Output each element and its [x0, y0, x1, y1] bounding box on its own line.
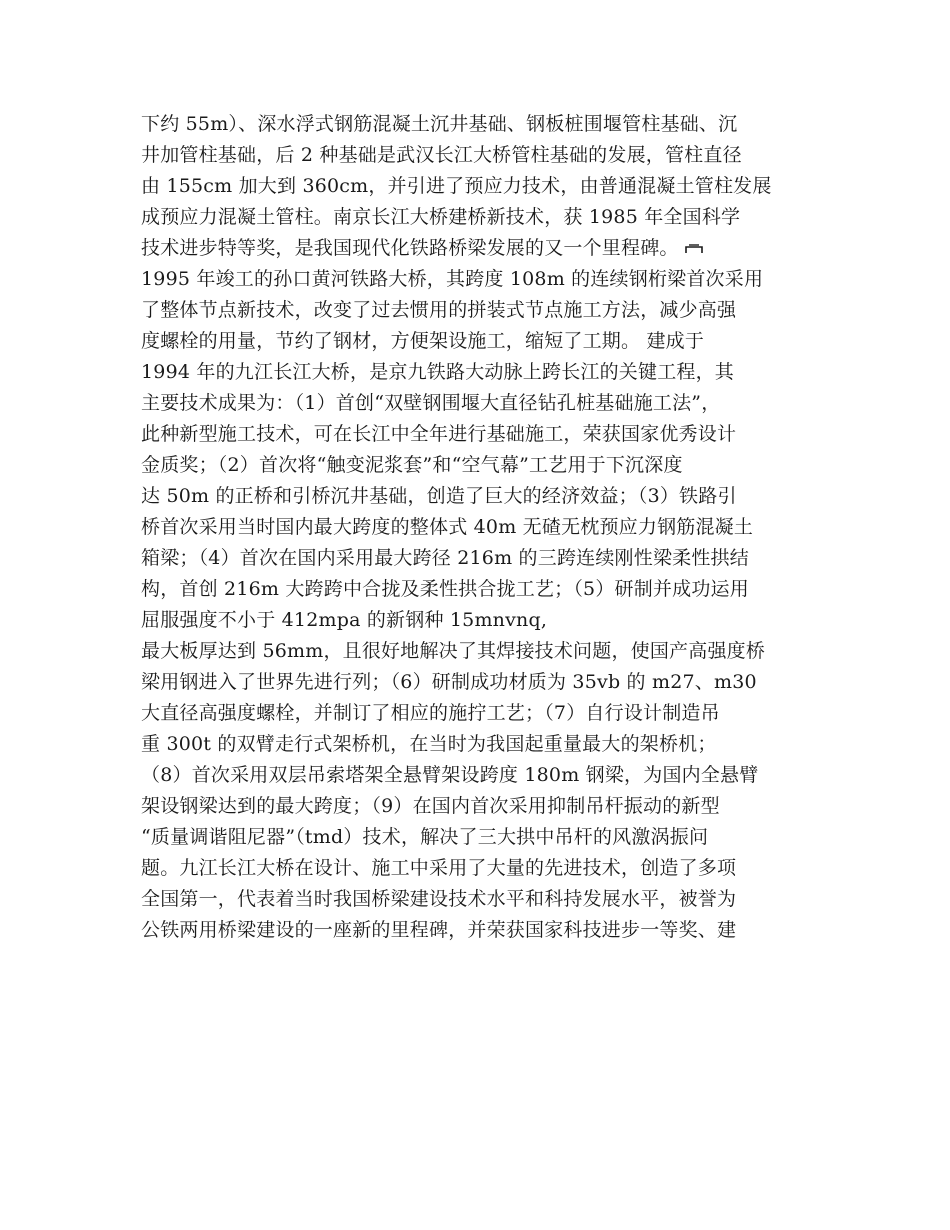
text-line-with-mark [141, 233, 841, 264]
text-line: 井加管柱基础，后 2 种基础是武汉长江大桥管柱基础的发展，管柱直径 [141, 144, 742, 166]
text-line: “质量调谐阻尼器”（tmd）技术，解决了三大拱中吊杆的风激涡振问 [141, 826, 709, 848]
paragraph-mark-icon [685, 244, 703, 254]
text-line: 架设钢梁达到的最大跨度；（9）在国内首次采用抑制吊杆振动的新型 [141, 795, 720, 817]
text-line: 1994 年的九江长江大桥，是京九铁路大动脉上跨长江的关键工程，其 [141, 361, 734, 383]
text-line: 下约 55m）、深水浮式钢筋混凝土沉井基础、钢板桩围堰管柱基础、沉 [141, 113, 738, 135]
text-line: 桥首次采用当时国内最大跨度的整体式 40m 无碴无枕预应力钢筋混凝土 [141, 516, 754, 538]
text-line: 由 155cm 加大到 360cm，并引进了预应力技术，由普通混凝土管柱发展 [141, 175, 772, 197]
body-text [141, 109, 841, 946]
text-line: 箱梁；（4）首次在国内采用最大跨径 216m 的三跨连续刚性梁柔性拱结 [141, 547, 749, 569]
text-line: 构，首创 216m 大跨跨中合拢及柔性拱合拢工艺；（5）研制并成功运用 [141, 578, 749, 600]
text-line: 了整体节点新技术，改变了过去惯用的拼装式节点施工方法，减少高强 [141, 299, 737, 321]
text-line: 重 300t 的双臂走行式架桥机，在当时为我国起重量最大的架桥机； [141, 733, 717, 755]
text-line: 度螺栓的用量，节约了钢材，方便架设施工，缩短了工期。 建成于 [141, 330, 705, 352]
text-line: 达 50m 的正桥和引桥沉井基础，创造了巨大的经济效益；（3）铁路引 [141, 485, 737, 507]
text-line: 大直径高强度螺栓，并制订了相应的施拧工艺；（7）自行设计制造吊 [141, 702, 720, 724]
text-line: 技术进步特等奖，是我国现代化铁路桥梁发展的又一个里程碑。 [141, 237, 679, 259]
text-line: （8）首次采用双层吊索塔架全悬臂架设跨度 180m 钢梁，为国内全悬臂 [141, 764, 759, 786]
text-line: 全国第一，代表着当时我国桥梁建设技术水平和科持发展水平，被誉为 [141, 888, 737, 910]
text-line: 成预应力混凝土管柱。南京长江大桥建桥新技术，获 1985 年全国科学 [141, 206, 741, 228]
text-line: 1995 年竣工的孙口黄河铁路大桥，其跨度 108m 的连续钢桁梁首次采用 [141, 268, 764, 290]
text-line: 题。九江长江大桥在设计、施工中采用了大量的先进技术，创造了多项 [141, 857, 737, 879]
text-line: 梁用钢进入了世界先进行列；（6）研制成功材质为 35vb 的 m27、m30 [141, 671, 757, 693]
text-line: 金质奖；（2）首次将“触变泥浆套”和“空气幕”工艺用于下沉深度 [141, 454, 683, 476]
text-line: 主要技术成果为：（1）首创“双壁钢围堰大直径钻孔桩基础施工法”， [141, 392, 721, 414]
text-line: 屈服强度不小于 412mpa 的新钢种 15mnvnq, [141, 609, 548, 631]
text-line: 最大板厚达到 56mm，且很好地解决了其焊接技术问题，使国产高强度桥 [141, 640, 766, 662]
text-line: 此种新型施工技术，可在长江中全年进行基础施工，荣获国家优秀设计 [141, 423, 737, 445]
text-line: 公铁两用桥梁建设的一座新的里程碑，并荣获国家科技进步一等奖、建 [141, 919, 737, 941]
